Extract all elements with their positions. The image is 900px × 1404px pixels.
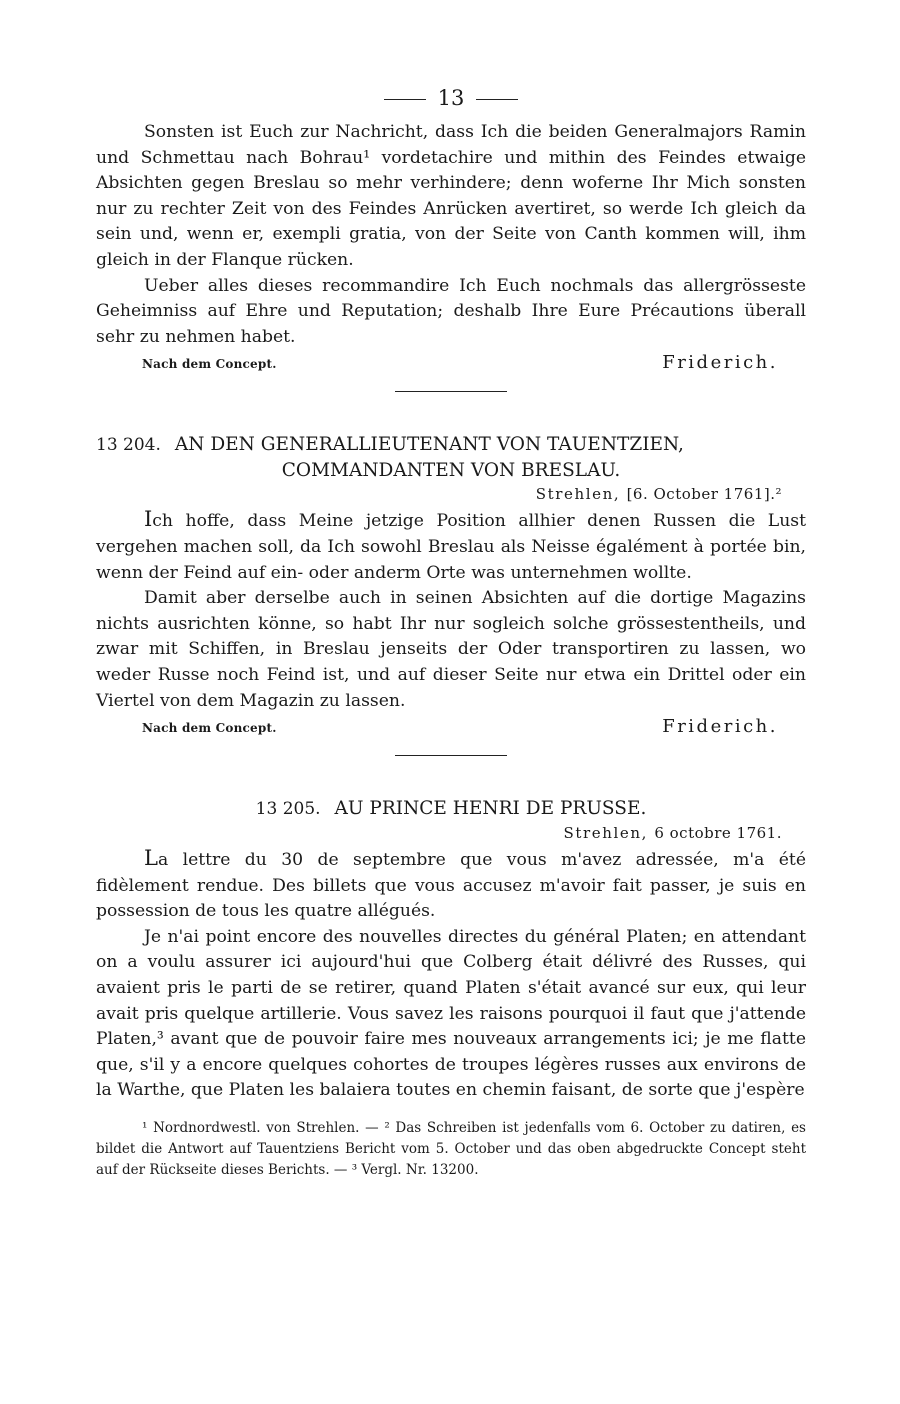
folio-dash-right bbox=[476, 99, 518, 100]
continuation-paragraph-1: Sonsten ist Euch zur Nachricht, dass Ich die beiden Generalmajors Ramin und Schmettau nach Bohrau¹ vordetachire und mithin des Feindes etwaige Absichten gegen Breslau so mehr verhindere; denn woferne Ihr Mich sonsten nur zu rechter Zeit von des Feindes Anrücken avertiret, so werde Ich gleich da sein und, wenn er, exempli gratia, von der Seite von Canth kommen will, ihm gleich in der Flanque rücken. bbox=[96, 122, 806, 270]
letter-13205-paragraph-2: Je n'ai point encore des nouvelles directes du général Platen; en attendant on a voulu assurer ici aujourd'hui que Colberg était délivré des Russes, qui avaient pris le parti de se retirer, quand Platen s'était avancé sur eux, qui leur avait pris quelque artillerie. Vous savez les raisons pourquoi il faut que j'attende Platen,³ avant que de pouvoir faire mes nouveaux arrangements ici; je me flatte que, s'il y a encore quelques cohortes de troupes légères russes aux environs de la Warthe, que Platen les balaiera toutes en chemin faisant, de sorte que j'espère bbox=[96, 926, 806, 1101]
letter-dateline bbox=[96, 824, 782, 842]
letter-13205-paragraph-1: La lettre du 30 de septembre que vous m'avez adressée, m'a été fidèlement rendue. Des billets que vous accusez m'avoir fait passer, je suis en possession de tous les quatre allégués. bbox=[96, 846, 806, 922]
letter-13204-paragraph-1: Ich hoffe, dass Meine jetzige Position allhier denen Russen die Lust vergehen machen soll, da Ich sowohl Breslau als Neisse égalément à portée bin, wenn der Feind auf ein- oder anderm Orte was unternehmen wollte. bbox=[96, 507, 806, 583]
letter-place: Strehlen, bbox=[563, 824, 648, 843]
section-divider bbox=[395, 391, 507, 392]
source-note: Nach dem Concept. bbox=[142, 721, 277, 736]
footnote-text: ¹ Nordnordwestl. von Strehlen. — ² Das Schreiben ist jedenfalls vom 6. October zu datiren, es bildet die Antwort auf Tauentziens Bericht vom 5. October und das oben abgedruckte Concept steht auf der Rückseite dieses Berichts. — ³ Vergl. Nr. 13200. bbox=[96, 1120, 806, 1179]
letter-heading-13205 bbox=[96, 796, 806, 822]
signature: Friderich. bbox=[662, 716, 778, 738]
document-page bbox=[96, 86, 806, 1181]
letter-addressee-line2: COMMANDANTEN VON BRESLAU. bbox=[281, 460, 621, 482]
continuation-signature-line bbox=[96, 352, 806, 373]
letter-addressee: AU PRINCE HENRI DE PRUSSE. bbox=[334, 798, 647, 820]
letter-dateline bbox=[96, 485, 782, 503]
signature: Friderich. bbox=[662, 352, 778, 374]
letter-heading-13204 bbox=[96, 432, 806, 458]
letter-number: 13 205. bbox=[255, 799, 321, 820]
letter-13204-signature-line bbox=[96, 716, 806, 737]
letter-number: 13 204. bbox=[96, 435, 161, 456]
folio-dash-left bbox=[384, 99, 426, 100]
letter-date: [6. October 1761].² bbox=[626, 485, 782, 504]
section-divider bbox=[395, 755, 507, 756]
letter-addressee: AN DEN GENERALLIEUTENANT VON TAUENTZIEN, bbox=[174, 434, 684, 456]
continuation-paragraph-2: Ueber alles dieses recommandire Ich Euch nochmals das allergrösseste Geheimniss auf Ehre und Reputation; deshalb Ihre Eure Précautions überall sehr zu nehmen habet. bbox=[96, 275, 806, 347]
page-number bbox=[96, 86, 806, 110]
letter-place: Strehlen, bbox=[535, 485, 621, 504]
footnotes bbox=[96, 1118, 806, 1181]
letter-date: 6 octobre 1761. bbox=[654, 824, 782, 843]
letter-13204-paragraph-2: Damit aber derselbe auch in seinen Absichten auf die dortige Magazins nichts ausrichten könne, so habt Ihr nur sogleich solche grössestentheils, und zwar mit Schiffen, in Breslau jenseits der Oder transportiren zu lassen, wo weder Russe noch Feind ist, und auf dieser Seite nur etwa ein Drittel oder ein Viertel von dem Magazin zu lassen. bbox=[96, 588, 806, 711]
source-note: Nach dem Concept. bbox=[142, 357, 277, 372]
page-number-text: 13 bbox=[437, 86, 465, 110]
